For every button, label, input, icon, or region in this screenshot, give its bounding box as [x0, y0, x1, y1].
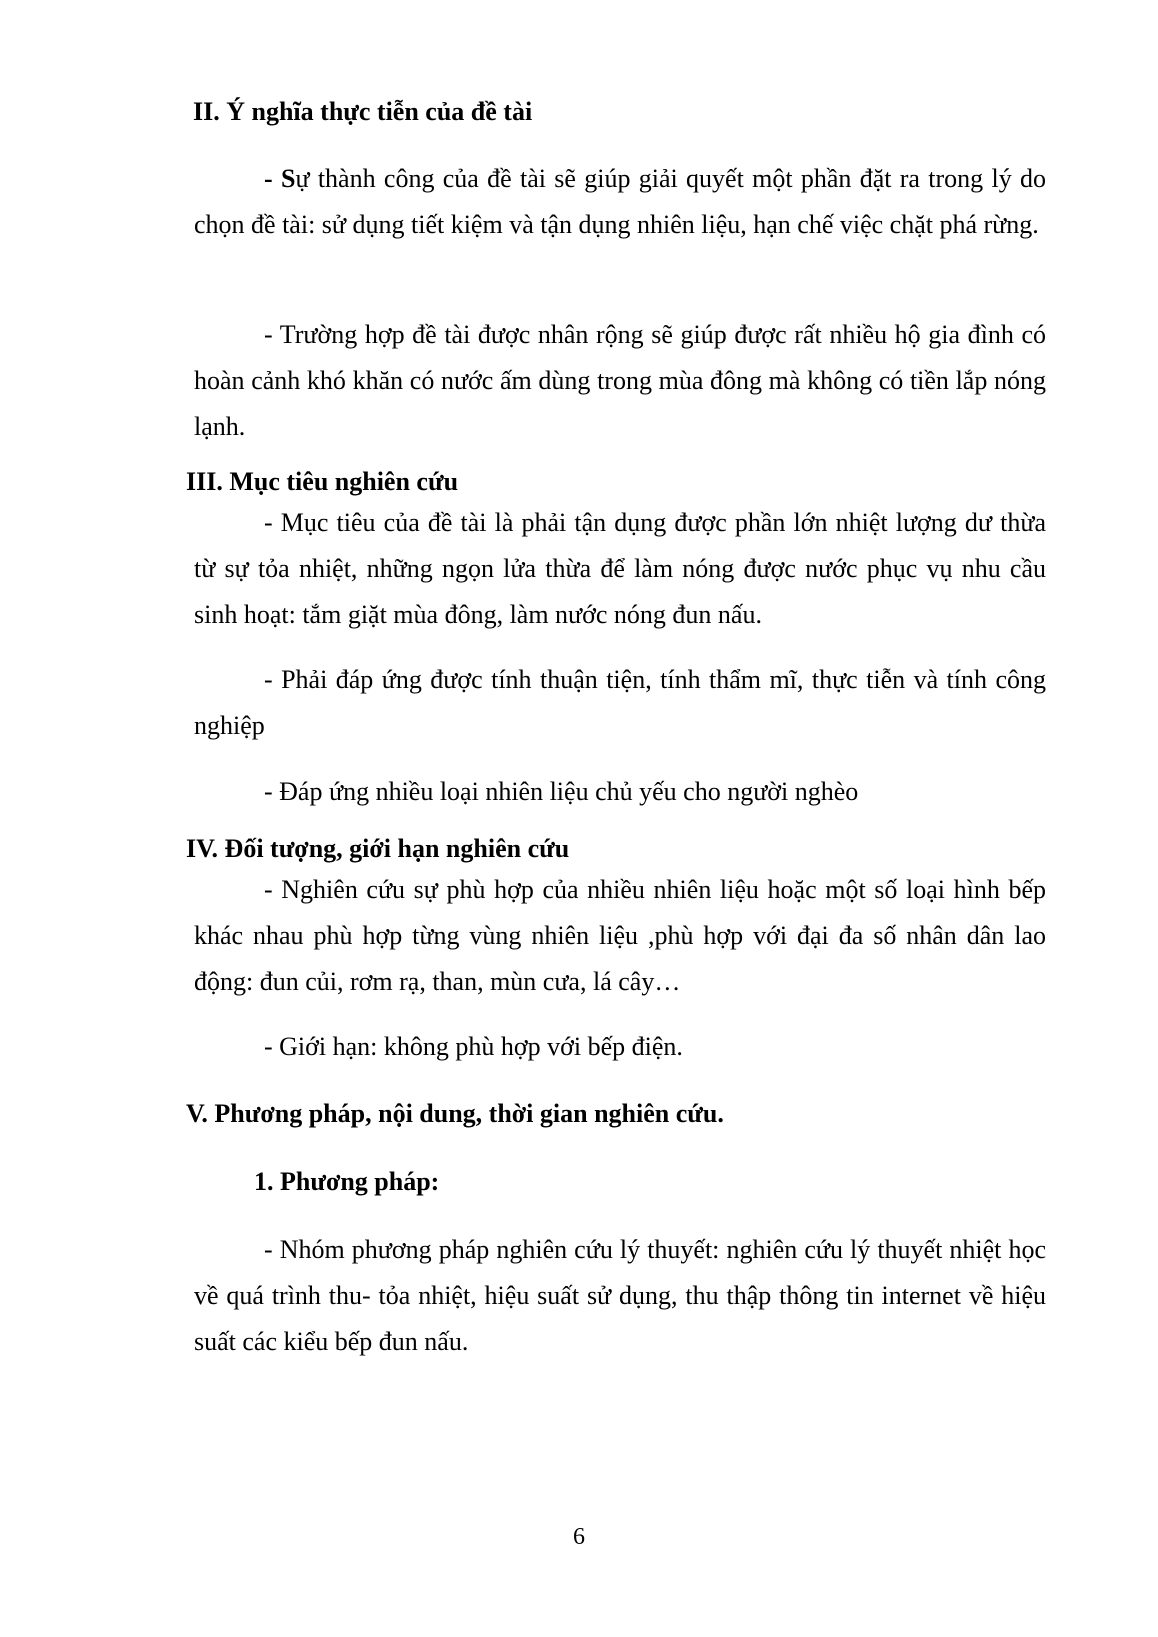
- section-heading-objectives: III. Mục tiêu nghiên cứu: [186, 467, 459, 496]
- paragraph-scope-2: [194, 1024, 1046, 1070]
- paragraph-bullet-bold: - S: [264, 164, 296, 193]
- section-heading-significance: II. Ý nghĩa thực tiễn của đề tài: [193, 97, 533, 126]
- paragraph-scope-1: [194, 867, 1046, 1005]
- section-heading-methods: V. Phương pháp, nội dung, thời gian nghiên cứu.: [186, 1099, 724, 1128]
- paragraph-objectives-2: [194, 657, 1046, 749]
- paragraph-significance-2: [194, 312, 1046, 450]
- paragraph-objectives-3: [194, 769, 1046, 815]
- paragraph-text: - Phải đáp ứng được tính thuận tiện, tính thẩm mĩ, thực tiễn và tính công nghiệp: [194, 665, 1046, 740]
- paragraph-methods-1: [194, 1227, 1046, 1365]
- paragraph-objectives-1: [194, 500, 1046, 638]
- paragraph-text: - Nhóm phương pháp nghiên cứu lý thuyết: nghiên cứu lý thuyết nhiệt học về quá trình thu- tỏa nhiệt, hiệu suất sử dụng, thu thập thông tin internet về hiệu suất các kiểu bếp đun nấu.: [194, 1235, 1046, 1356]
- paragraph-text: - Giới hạn: không phù hợp với bếp điện.: [264, 1032, 683, 1061]
- page-number: 6: [573, 1524, 585, 1550]
- paragraph-text: ự thành công của đề tài sẽ giúp giải quyết một phần đặt ra trong lý do chọn đề tài: sử dụng tiết kiệm và tận dụng nhiên liệu, hạn chế việc chặt phá rừng.: [194, 164, 1046, 239]
- paragraph-significance-1: [194, 156, 1046, 248]
- paragraph-text: - Mục tiêu của đề tài là phải tận dụng được phần lớn nhiệt lượng dư thừa từ sự tỏa nhiệt, những ngọn lửa thừa để làm nóng được nước phục vụ nhu cầu sinh hoạt: tắm giặt mùa đông, làm nước nóng đun nấu.: [194, 508, 1046, 629]
- paragraph-text: - Đáp ứng nhiều loại nhiên liệu chủ yếu cho người nghèo: [264, 777, 859, 806]
- subsection-heading-method: 1. Phương pháp:: [254, 1167, 440, 1196]
- paragraph-text: - Nghiên cứu sự phù hợp của nhiều nhiên liệu hoặc một số loại hình bếp khác nhau phù hợp từng vùng nhiên liệu ,phù hợp với đại đa số nhân dân lao động: đun củi, rơm rạ, than, mùn cưa, lá cây…: [194, 875, 1046, 996]
- paragraph-text: - Trường hợp đề tài được nhân rộng sẽ giúp được rất nhiều hộ gia đình có hoàn cảnh khó khăn có nước ấm dùng trong mùa đông mà không có tiền lắp nóng lạnh.: [194, 320, 1046, 441]
- section-heading-scope: IV. Đối tượng, giới hạn nghiên cứu: [186, 834, 570, 863]
